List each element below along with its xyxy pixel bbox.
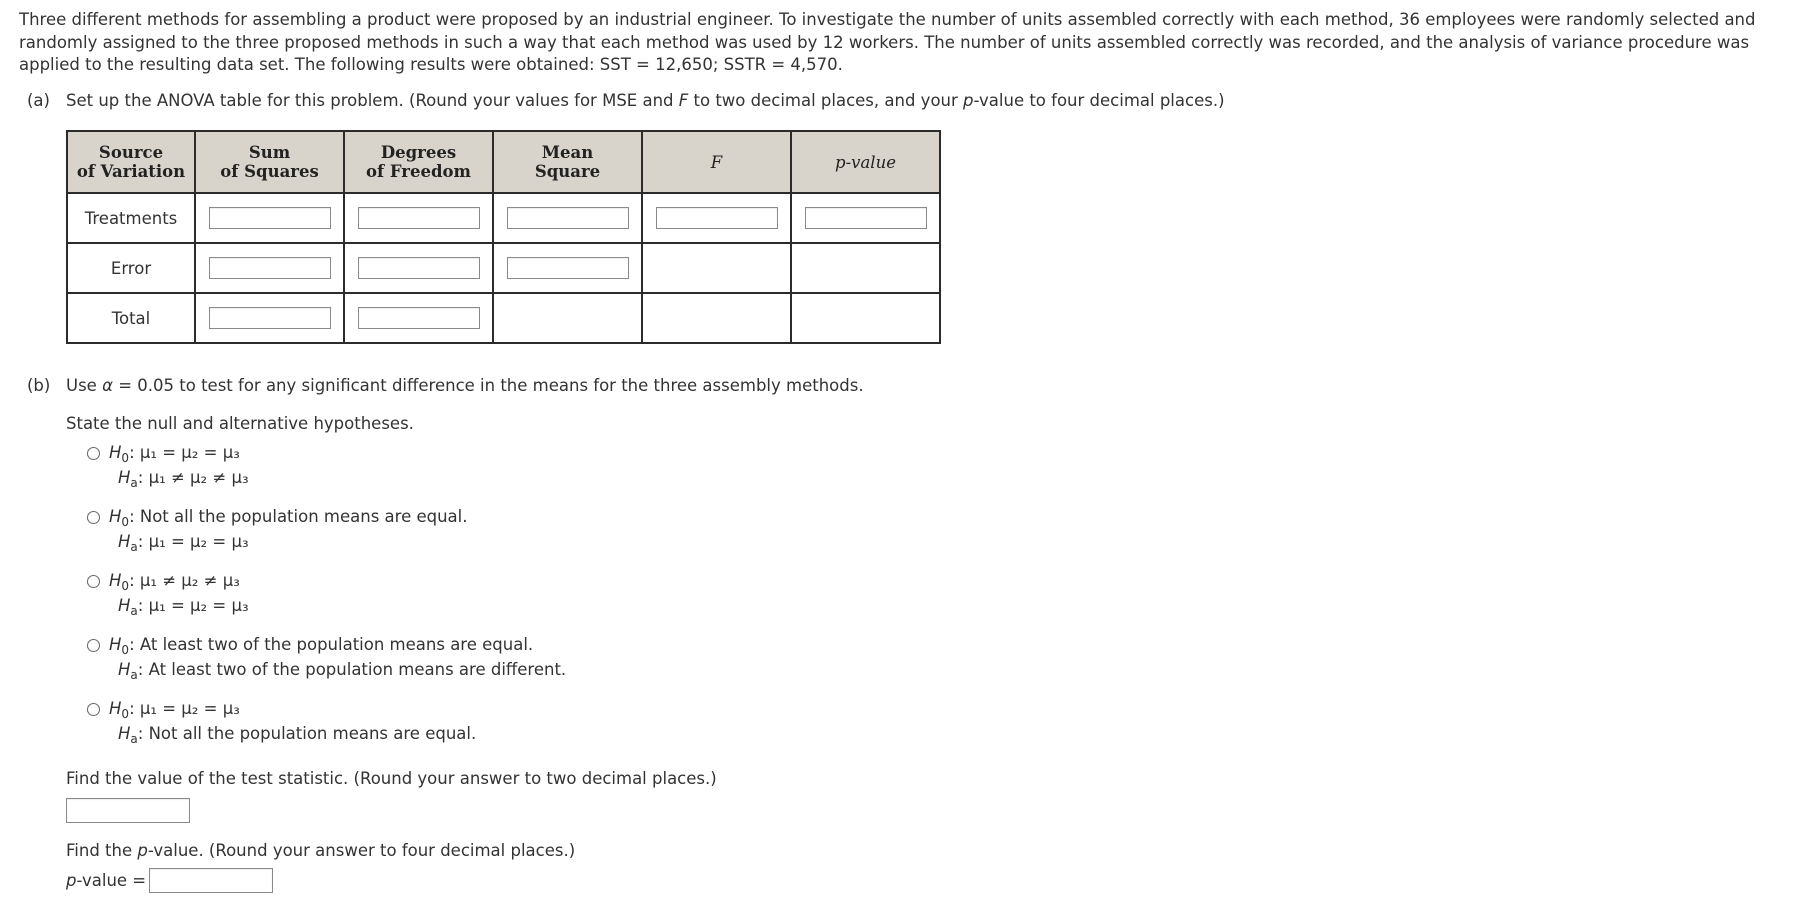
part-a-instructions [27, 91, 1227, 115]
find-statistic-text: Find the value of the test statistic. (Round your answer to two decimal places.) [66, 769, 717, 788]
cell-treatments-p [791, 193, 940, 243]
cell-total-ms-empty [493, 293, 642, 343]
option-3-null: $H_0$: μ₁ ≠ μ₂ ≠ μ₃ [109, 571, 240, 593]
test-statistic-input[interactable] [66, 798, 190, 823]
part-a-text: Set up the ANOVA table for this problem. (Round your values for MSE and F to two decimal places, and your p-value to four decimal places.) [66, 91, 1225, 110]
radio-button[interactable] [87, 703, 100, 716]
cell-treatments-df [344, 193, 493, 243]
header-p-value: p-value [791, 131, 940, 193]
cell-error-df [344, 243, 493, 293]
hypothesis-option-1[interactable] [87, 443, 687, 491]
anova-table [66, 130, 941, 344]
hypothesis-option-3[interactable] [87, 571, 687, 619]
cell-error-f-empty [642, 243, 791, 293]
cell-total-ss [195, 293, 344, 343]
part-b-text: Use α = 0.05 to test for any significant difference in the means for the three assembly methods. [66, 376, 864, 395]
row-treatments [67, 193, 940, 243]
pvalue-label: p-value = [66, 871, 147, 890]
cell-total-df [344, 293, 493, 343]
treatments-df-input[interactable] [358, 207, 480, 229]
radio-button[interactable] [87, 511, 100, 524]
header-mean-square: Mean Square [493, 131, 642, 193]
treatments-ms-input[interactable] [507, 207, 629, 229]
cell-treatments-f [642, 193, 791, 243]
error-df-input[interactable] [358, 257, 480, 279]
option-1-alternative: $H_a$: μ₁ ≠ μ₂ ≠ μ₃ [118, 468, 249, 490]
header-source: Source of Variation [67, 131, 195, 193]
option-4-alternative: $H_a$: At least two of the population means are different. [118, 660, 567, 682]
error-ss-input[interactable] [209, 257, 331, 279]
option-4-null: $H_0$: At least two of the population means are equal. [109, 635, 534, 657]
error-ms-input[interactable] [507, 257, 629, 279]
row-label-total: Total [67, 293, 195, 343]
cell-treatments-ms [493, 193, 642, 243]
cell-error-ss [195, 243, 344, 293]
header-sum-of-squares: Sum of Squares [195, 131, 344, 193]
total-df-input[interactable] [358, 307, 480, 329]
part-b-instructions [27, 376, 1227, 400]
radio-button[interactable] [87, 575, 100, 588]
hypothesis-option-2[interactable] [87, 507, 687, 555]
state-hypotheses-text: State the null and alternative hypotheses. [66, 414, 414, 433]
problem-statement: Three different methods for assembling a product were proposed by an industrial engineer. To investigate the number of units assembled correctly with each method, 36 employees were randomly selected and randomly assigned to the three proposed methods in such a way that each method was used by 12 workers. The number of units assembled correctly was recorded, and the analysis of variance procedure was applied to the resulting data set. The following results were obtained: SST = 12,650; SSTR = 4,570. [19, 10, 1756, 74]
radio-button[interactable] [87, 639, 100, 652]
treatments-pvalue-input[interactable] [805, 207, 927, 229]
part-a-label: (a) [27, 91, 50, 110]
option-3-alternative: $H_a$: μ₁ = μ₂ = μ₃ [118, 596, 249, 618]
cell-treatments-ss [195, 193, 344, 243]
cell-total-p-empty [791, 293, 940, 343]
find-pvalue-text: Find the p-value. (Round your answer to four decimal places.) [66, 841, 576, 860]
row-label-error: Error [67, 243, 195, 293]
option-2-alternative: $H_a$: μ₁ = μ₂ = μ₃ [118, 532, 249, 554]
row-error [67, 243, 940, 293]
radio-button[interactable] [87, 447, 100, 460]
treatments-ss-input[interactable] [209, 207, 331, 229]
option-5-null: $H_0$: μ₁ = μ₂ = μ₃ [109, 699, 240, 721]
cell-total-f-empty [642, 293, 791, 343]
hypothesis-option-5[interactable] [87, 699, 687, 747]
option-1-null: $H_0$: μ₁ = μ₂ = μ₃ [109, 443, 240, 465]
anova-header-row [67, 131, 940, 193]
treatments-f-input[interactable] [656, 207, 778, 229]
option-5-alternative: $H_a$: Not all the population means are equal. [118, 724, 477, 746]
part-b-label: (b) [27, 376, 51, 395]
cell-error-ms [493, 243, 642, 293]
row-label-treatments: Treatments [67, 193, 195, 243]
row-total [67, 293, 940, 343]
header-f: F [642, 131, 791, 193]
total-ss-input[interactable] [209, 307, 331, 329]
header-degrees-of-freedom: Degrees of Freedom [344, 131, 493, 193]
cell-error-p-empty [791, 243, 940, 293]
pvalue-input[interactable] [149, 868, 273, 893]
option-2-null: $H_0$: Not all the population means are equal. [109, 507, 468, 529]
hypothesis-option-4[interactable] [87, 635, 687, 683]
